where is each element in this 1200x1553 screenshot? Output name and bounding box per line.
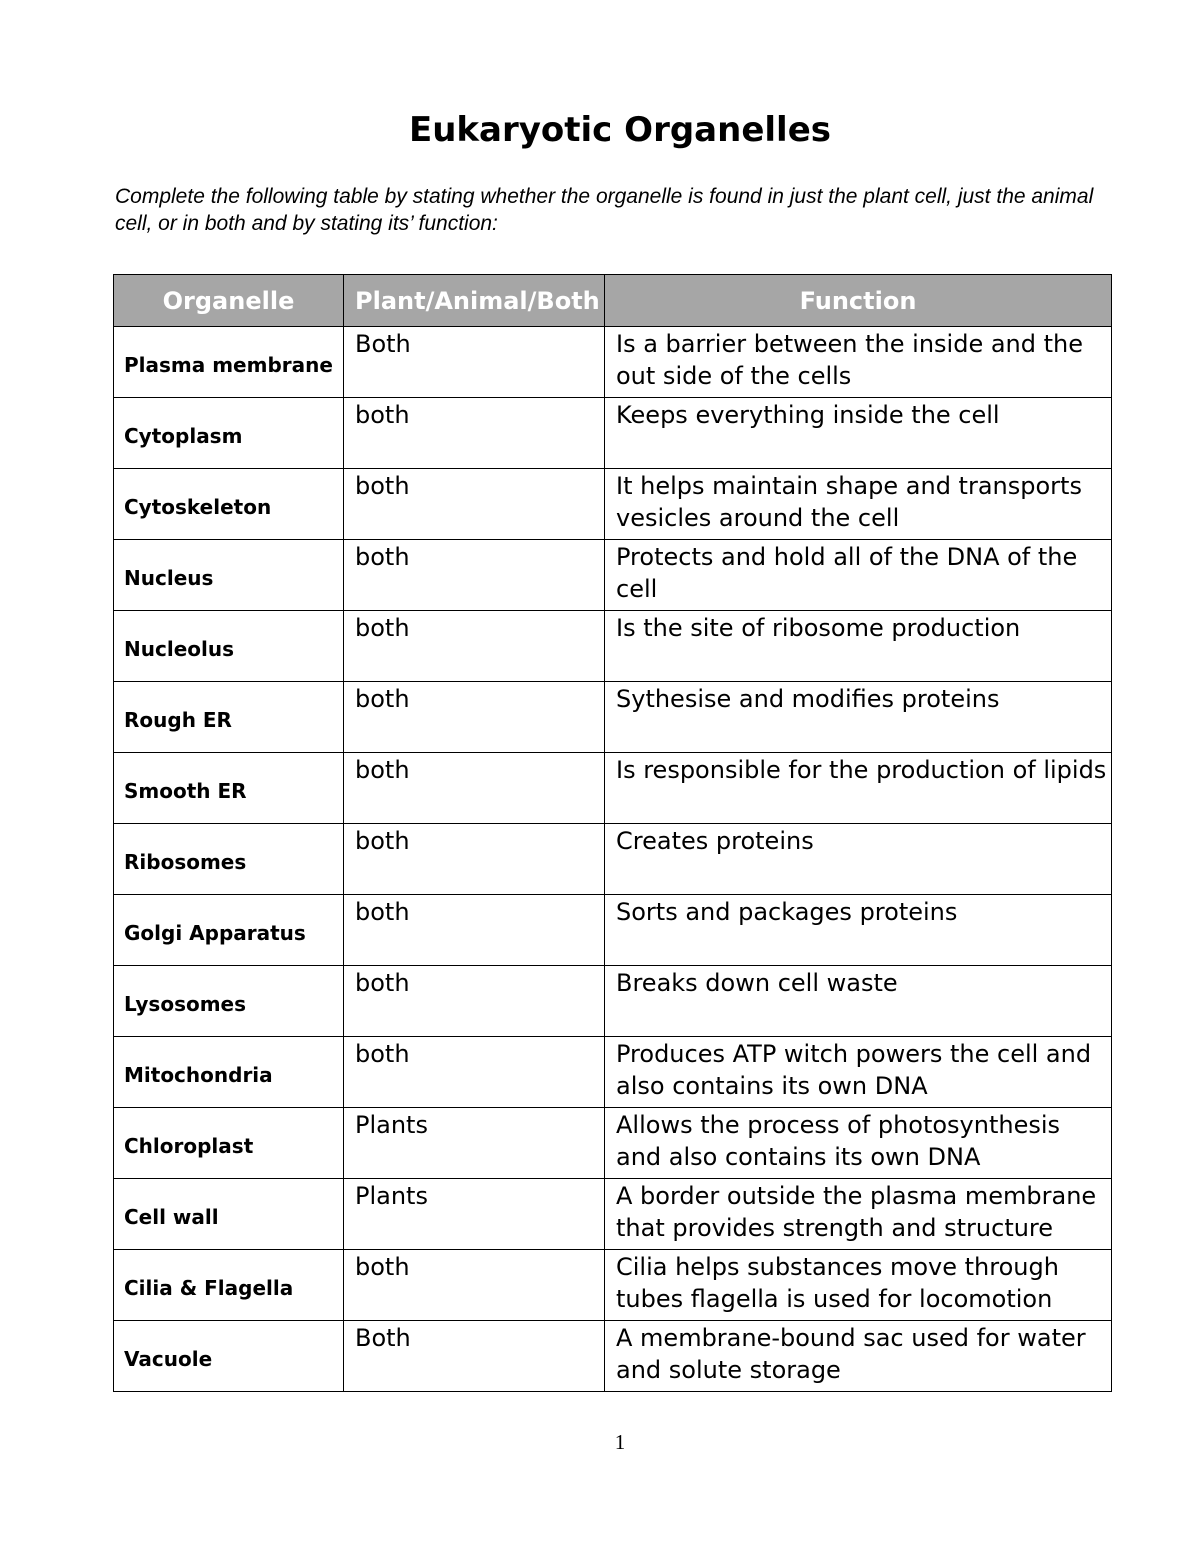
function-cell: Sythesise and modifies proteins (605, 682, 1112, 753)
location-cell: Plants (344, 1108, 605, 1179)
function-cell: Sorts and packages proteins (605, 895, 1112, 966)
table-row (114, 398, 1112, 469)
function-cell: Protects and hold all of the DNA of the cell (605, 540, 1112, 611)
function-cell: Creates proteins (605, 824, 1112, 895)
location-cell: Plants (344, 1179, 605, 1250)
organelle-cell: Lysosomes (114, 966, 344, 1037)
table-header-row (114, 275, 1112, 327)
table-row (114, 611, 1112, 682)
location-cell: both (344, 682, 605, 753)
table-row (114, 1179, 1112, 1250)
table-row (114, 469, 1112, 540)
function-cell: Produces ATP witch powers the cell and also contains its own DNA (605, 1037, 1112, 1108)
function-cell: Is the site of ribosome production (605, 611, 1112, 682)
organelle-cell: Cilia & Flagella (114, 1250, 344, 1321)
organelle-cell: Ribosomes (114, 824, 344, 895)
table-row (114, 1321, 1112, 1392)
function-cell: Breaks down cell waste (605, 966, 1112, 1037)
header-function: Function (605, 275, 1112, 327)
location-cell: both (344, 1037, 605, 1108)
function-cell: It helps maintain shape and transports vesicles around the cell (605, 469, 1112, 540)
organelle-cell: Cell wall (114, 1179, 344, 1250)
location-cell: both (344, 469, 605, 540)
organelle-cell: Golgi Apparatus (114, 895, 344, 966)
organelle-cell: Cytoskeleton (114, 469, 344, 540)
header-organelle: Organelle (114, 275, 344, 327)
function-cell: Allows the process of photosynthesis and also contains its own DNA (605, 1108, 1112, 1179)
organelle-cell: Rough ER (114, 682, 344, 753)
table-row (114, 540, 1112, 611)
organelle-cell: Plasma membrane (114, 327, 344, 398)
organelle-cell: Mitochondria (114, 1037, 344, 1108)
page-number: 1 (614, 1430, 626, 1454)
function-cell: Is responsible for the production of lipids (605, 753, 1112, 824)
table-row (114, 327, 1112, 398)
header-plant-animal-both: Plant/Animal/Both (344, 275, 605, 327)
location-cell: both (344, 540, 605, 611)
table-row (114, 1108, 1112, 1179)
location-cell: both (344, 824, 605, 895)
instructions-text: Complete the following table by stating whether the organelle is found in just the plant cell, just the animal cell, or in both and by stating its’ function: (115, 185, 1094, 235)
location-cell: both (344, 753, 605, 824)
table-row (114, 966, 1112, 1037)
table-row (114, 824, 1112, 895)
organelle-cell: Cytoplasm (114, 398, 344, 469)
location-cell: both (344, 966, 605, 1037)
table-row (114, 1250, 1112, 1321)
organelle-cell: Nucleus (114, 540, 344, 611)
table-row (114, 753, 1112, 824)
organelle-cell: Vacuole (114, 1321, 344, 1392)
location-cell: both (344, 611, 605, 682)
location-cell: Both (344, 327, 605, 398)
page-title: Eukaryotic Organelles (409, 110, 831, 150)
location-cell: both (344, 398, 605, 469)
function-cell: A border outside the plasma membrane that provides strength and structure (605, 1179, 1112, 1250)
function-cell: Is a barrier between the inside and the out side of the cells (605, 327, 1112, 398)
organelle-cell: Nucleolus (114, 611, 344, 682)
location-cell: Both (344, 1321, 605, 1392)
function-cell: Cilia helps substances move through tubes flagella is used for locomotion (605, 1250, 1112, 1321)
table-row (114, 682, 1112, 753)
location-cell: both (344, 895, 605, 966)
function-cell: A membrane-bound sac used for water and solute storage (605, 1321, 1112, 1392)
table-row (114, 895, 1112, 966)
organelle-cell: Chloroplast (114, 1108, 344, 1179)
organelle-cell: Smooth ER (114, 753, 344, 824)
function-cell: Keeps everything inside the cell (605, 398, 1112, 469)
organelles-table (113, 274, 1112, 1392)
location-cell: both (344, 1250, 605, 1321)
table-row (114, 1037, 1112, 1108)
